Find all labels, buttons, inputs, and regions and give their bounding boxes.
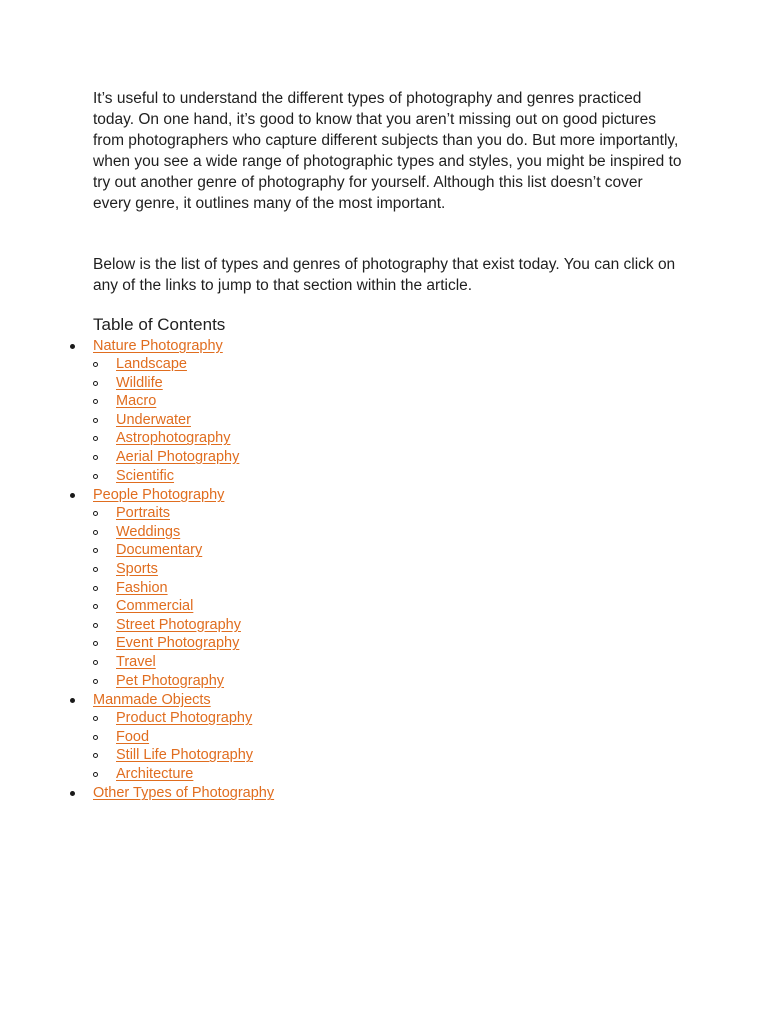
toc-section bbox=[0, 336, 700, 485]
toc-link-still-life-photography[interactable]: Still Life Photography bbox=[116, 747, 254, 764]
toc-section bbox=[0, 690, 700, 783]
bullet-icon bbox=[70, 493, 75, 498]
toc-sublist bbox=[93, 504, 700, 690]
toc-link-astrophotography[interactable]: Astrophotography bbox=[116, 430, 231, 447]
list-intro-paragraph: Below is the list of types and genres of photography that exist today. You can click on any of the links to jump to that section within the article. bbox=[93, 256, 676, 294]
circle-bullet-icon bbox=[93, 604, 98, 609]
toc-subitem bbox=[93, 597, 700, 616]
toc-sublist bbox=[93, 355, 700, 485]
toc-link-commercial[interactable]: Commercial bbox=[116, 598, 194, 615]
toc-subitem bbox=[93, 560, 700, 579]
bullet-icon bbox=[70, 698, 75, 703]
toc-link-sports[interactable]: Sports bbox=[116, 560, 158, 577]
toc-link-pet-photography[interactable]: Pet Photography bbox=[116, 672, 225, 689]
toc-subitem bbox=[93, 374, 700, 393]
toc-link-food[interactable]: Food bbox=[116, 728, 150, 745]
circle-bullet-icon bbox=[93, 735, 98, 740]
toc-subitem bbox=[93, 672, 700, 691]
circle-bullet-icon bbox=[93, 586, 98, 591]
toc-link-product-photography[interactable]: Product Photography bbox=[116, 710, 253, 727]
toc-section bbox=[0, 783, 700, 802]
circle-bullet-icon bbox=[93, 641, 98, 646]
toc-link-architecture[interactable]: Architecture bbox=[116, 765, 194, 782]
toc-subitem bbox=[93, 429, 700, 448]
toc-link-other-types-of-photography[interactable]: Other Types of Photography bbox=[93, 785, 275, 802]
intro-paragraph: It’s useful to understand the different types of photography and genres practiced today. On one hand, it’s good to know that you aren’t missing out on good pictures from photographers who capture different subjects than you do. But more importantly, when you see a wide range of photographic types and styles, you might be inspired to try out another genre of photography for yourself. Although this list doesn’t cover every genre, it outlines many of the most important. bbox=[93, 90, 682, 212]
circle-bullet-icon bbox=[93, 455, 98, 460]
toc-link-scientific[interactable]: Scientific bbox=[116, 467, 175, 484]
toc-section bbox=[0, 485, 700, 690]
circle-bullet-icon bbox=[93, 436, 98, 441]
circle-bullet-icon bbox=[93, 772, 98, 777]
toc-subitem bbox=[93, 355, 700, 374]
toc-link-portraits[interactable]: Portraits bbox=[116, 505, 170, 522]
circle-bullet-icon bbox=[93, 567, 98, 572]
toc-subitem bbox=[93, 728, 700, 747]
toc-link-manmade-objects[interactable]: Manmade Objects bbox=[93, 692, 211, 709]
table-of-contents bbox=[0, 336, 700, 802]
toc-subitem bbox=[93, 467, 700, 486]
toc-link-wildlife[interactable]: Wildlife bbox=[116, 374, 163, 391]
circle-bullet-icon bbox=[93, 753, 98, 758]
toc-link-documentary[interactable]: Documentary bbox=[116, 542, 203, 559]
toc-subitem bbox=[93, 746, 700, 765]
toc-subitem bbox=[93, 765, 700, 784]
circle-bullet-icon bbox=[93, 511, 98, 516]
circle-bullet-icon bbox=[93, 362, 98, 367]
toc-subitem bbox=[93, 523, 700, 542]
circle-bullet-icon bbox=[93, 548, 98, 553]
toc-subitem bbox=[93, 448, 700, 467]
circle-bullet-icon bbox=[93, 381, 98, 386]
toc-link-aerial-photography[interactable]: Aerial Photography bbox=[116, 448, 240, 465]
circle-bullet-icon bbox=[93, 716, 98, 721]
toc-link-people-photography[interactable]: People Photography bbox=[93, 487, 225, 504]
toc-subitem bbox=[93, 616, 700, 635]
toc-subitem bbox=[93, 653, 700, 672]
toc-link-underwater[interactable]: Underwater bbox=[116, 411, 191, 428]
bullet-icon bbox=[70, 344, 75, 349]
toc-link-weddings[interactable]: Weddings bbox=[116, 523, 181, 540]
circle-bullet-icon bbox=[93, 679, 98, 684]
toc-title: Table of Contents bbox=[93, 315, 226, 334]
toc-link-fashion[interactable]: Fashion bbox=[116, 579, 168, 596]
toc-subitem bbox=[93, 541, 700, 560]
circle-bullet-icon bbox=[93, 474, 98, 479]
toc-link-travel[interactable]: Travel bbox=[116, 653, 156, 670]
toc-link-nature-photography[interactable]: Nature Photography bbox=[93, 338, 223, 354]
circle-bullet-icon bbox=[93, 623, 98, 628]
toc-subitem bbox=[93, 392, 700, 411]
toc-subitem bbox=[93, 709, 700, 728]
circle-bullet-icon bbox=[93, 418, 98, 423]
toc-link-event-photography[interactable]: Event Photography bbox=[116, 635, 240, 652]
circle-bullet-icon bbox=[93, 660, 98, 665]
toc-subitem bbox=[93, 634, 700, 653]
toc-link-macro[interactable]: Macro bbox=[116, 393, 157, 410]
toc-link-street-photography[interactable]: Street Photography bbox=[116, 616, 241, 633]
circle-bullet-icon bbox=[93, 530, 98, 535]
toc-subitem bbox=[93, 411, 700, 430]
toc-sublist bbox=[93, 709, 700, 783]
toc-subitem bbox=[93, 579, 700, 598]
toc-subitem bbox=[93, 504, 700, 523]
bullet-icon bbox=[70, 791, 75, 796]
toc-link-landscape[interactable]: Landscape bbox=[116, 356, 187, 372]
circle-bullet-icon bbox=[93, 399, 98, 404]
